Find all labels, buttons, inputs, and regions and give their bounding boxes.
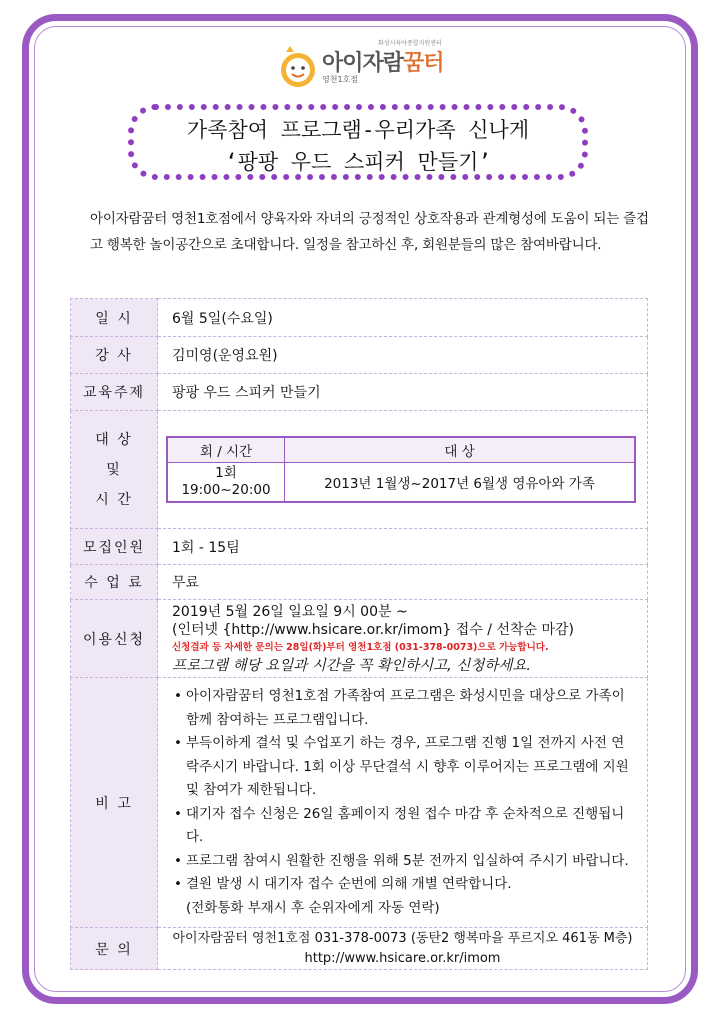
value-date: 6월 5일(수요일) (158, 299, 648, 337)
row-capacity (71, 529, 648, 565)
logo-name: 아이자람꿈터 (322, 51, 444, 76)
apply-line-1: 2019년 5월 26일 일요일 9시 00분 ~ (172, 603, 408, 620)
target-table (166, 436, 636, 503)
row-date (71, 299, 648, 337)
intro-text: 아이자람꿈터 영천1호점에서 양육자와 자녀의 긍정적인 상호작용과 관계형성에 도움이 되는 즐겁고 행복한 놀이공간으로 초대합니다. 일정을 참고하신 후, 회원분들의 많은 참여바랍니다. (90, 211, 649, 253)
value-teacher: 김미영(운영요원) (158, 337, 648, 374)
contact-line-1: 아이자람꿈터 영천1호점 031-378-0073 (동탄2 행복마을 푸르지오 461동 M층) (172, 930, 633, 946)
note-item: • 아이자람꿈터 영천1호점 가족참여 프로그램은 화성시민을 대상으로 가족이 함께 참여하는 프로그램입니다. (174, 688, 625, 728)
head-time: 회 / 시간 (167, 437, 285, 463)
value-apply (158, 600, 648, 678)
value-fee: 무료 (158, 565, 648, 600)
info-table (70, 298, 648, 970)
note-item: • 프로그램 참여시 원활한 진행을 위해 5분 전까지 입실하여 주시기 바랍니다. (174, 852, 629, 869)
logo-top-text: 화성시육아종합지원센터 (378, 40, 442, 47)
label-capacity: 모집인원 (71, 529, 158, 565)
label-apply: 이용신청 (71, 600, 158, 678)
value-contact (158, 928, 648, 970)
row-apply (71, 600, 648, 678)
note-item: • 대기자 접수 신청은 26일 홈페이지 정원 접수 마감 후 순차적으로 진행됩니다. (174, 805, 625, 845)
apply-line-2: (인터넷 {http://www.hsicare.or.kr/imom} 접수 / 선착순 마감) (172, 621, 574, 638)
logo (278, 38, 478, 94)
value-notes (158, 678, 648, 928)
apply-italic: 프로그램 해당 요일과 시간을 꼭 확인하시고, 신청하세요. (172, 657, 532, 674)
label-topic: 교육주제 (71, 374, 158, 411)
note-tail: (전화통화 부재시 후 순위자에게 자동 연락) (186, 899, 440, 916)
row-fee (71, 565, 648, 600)
contact-url: http://www.hsicare.or.kr/imom (304, 950, 501, 966)
note-item: • 부득이하게 결석 및 수업포기 하는 경우, 프로그램 진행 1일 전까지 사전 연락주시기 바랍니다. 1회 이상 무단결석 시 향후 이루어지는 프로그램에 지원 및 참여가 제한됩니다. (174, 735, 629, 798)
label-date: 일 시 (71, 299, 158, 337)
value-target (158, 411, 648, 529)
row-target (71, 411, 648, 529)
value-capacity: 1회 - 15팀 (158, 529, 648, 565)
value-topic: 팡팡 우드 스피커 만들기 (158, 374, 648, 411)
logo-face-icon (278, 42, 320, 90)
target-value: 2013년 1월생~2017년 6월생 영유아와 가족 (285, 463, 636, 503)
label-teacher: 강 사 (71, 337, 158, 374)
note-item: • 결원 발생 시 대기자 접수 순번에 의해 개별 연락합니다. (174, 876, 512, 892)
row-notes (71, 678, 648, 928)
label-contact: 문 의 (71, 928, 158, 970)
row-topic (71, 374, 648, 411)
session-time: 1회 19:00~20:00 (167, 463, 285, 503)
apply-notice: 신청결과 등 자세한 문의는 28일(화)부터 영천1호점 (031-378-0073)으로 가능합니다. (172, 641, 549, 653)
row-teacher (71, 337, 648, 374)
logo-subname: 영천1호점 (322, 75, 359, 84)
row-contact (71, 928, 648, 970)
label-fee: 수 업 료 (71, 565, 158, 600)
head-target: 대 상 (285, 437, 636, 463)
label-notes: 비 고 (71, 678, 158, 928)
title-line-1: 가족참여 프로그램-우리가족 신나게 (186, 118, 530, 142)
notes-list (172, 685, 637, 920)
label-target: 대 상 및 시 간 (71, 411, 158, 529)
title-line-2: ‘팡팡 우드 스피커 만들기’ (224, 150, 492, 174)
